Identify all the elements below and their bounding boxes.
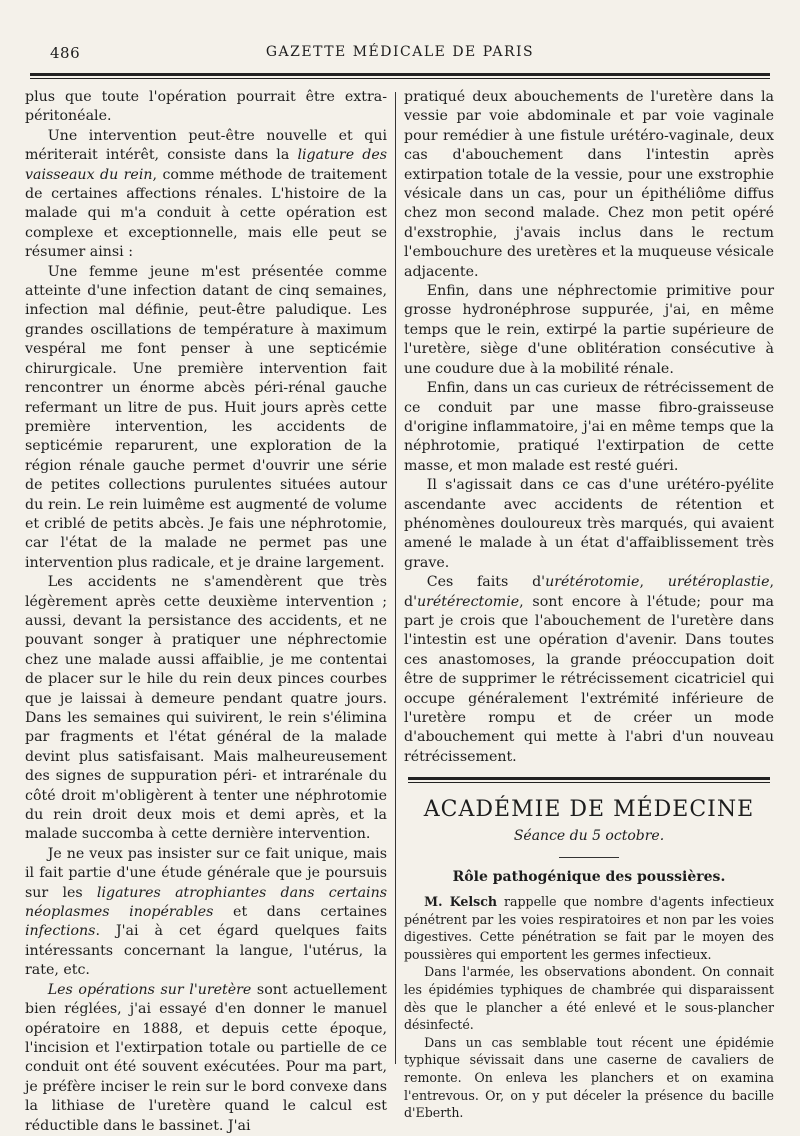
right-column [404, 88, 774, 1121]
speaker-name: M. Kelsch [424, 894, 498, 910]
running-title: GAZETTE MÉDICALE DE PARIS [265, 44, 535, 60]
session-date: Séance du 5 octobre. [513, 828, 665, 845]
header-double-rule [30, 73, 770, 79]
text-run: . J'ai à cet égard quelques faits intéressants concernant la langue, l'utérus, la rate, etc. [25, 923, 387, 979]
text-run: Je ne veux pas insister sur ce fait unique, mais il fait partie d'une étude générale que je poursuis sur les [25, 845, 387, 901]
left-column [25, 88, 387, 1134]
subsection-title: Rôle pathogénique des poussières. [452, 868, 726, 885]
text-run: , sont encore à l'étude; pour ma part je crois que l'abouchement de l'uretère dans l'intestin est une opération d'avenir. Dans toutes ces anastomoses, la grande préoccupation doit être de supprimer le rétrécissement cicatriciel qui occupe généralement l'extrémité inférieure de l'uretère rompu et de créer un mode d'abouchement qui mette à l'abri d'un nouveau rétrécissement. [404, 593, 774, 765]
section-title: ACADÉMIE DE MÉDECINE [423, 797, 755, 823]
right-paragraph-2: Enfin, dans une néphrectomie primitive pour grosse hydronéphrose suppurée, j'ai, en même temps que le rein, extirpé la partie supérieure de l'uretère, siège d'une oblitération consécutive à une coudure due à la mobilité rénale. [404, 283, 774, 377]
left-paragraph-4: Les accidents ne s'amendèrent que très légèrement après cette deuxième intervention ; aussi, devant la persistance des accidents, et ne pouvant songer à pratiquer une néphrectomie chez une malade aussi affaiblie, je me contentai de placer sur le hile du rein deux pinces courbes que je laissai à demeure pendant quatre jours. Dans les semaines qui suivirent, le rein s'élimina par fragments et l'état général de la malade devint plus satisfaisant. Mais malheureusement des signes de suppuration péri- et intrarénale du côté droit m'obligèrent à tenter une néphrotomie du rein droit deux mois et demi après, et la malade succomba à cette dernière intervention. [25, 574, 387, 843]
italic-term: urétéroplastie [667, 574, 770, 591]
academy-paragraph-1 [404, 893, 774, 963]
text-run: , [639, 574, 668, 591]
academy-report [404, 893, 774, 1122]
text-run: sont actuellement bien réglées, j'ai essayé d'en donner le manuel opératoire en 1888, et depuis cette époque, l'incision et l'extirpation totale ou partielle de ce conduit ont été souvent exécutées. Pour ma part, je préfère inciser le rein sur le bord convexe dans la lithiase de l'uretère quand le calcul est réductible dans le bassinet. J'ai [25, 981, 387, 1134]
short-rule [559, 857, 619, 858]
left-paragraph-2 [25, 127, 387, 263]
left-paragraph-5 [25, 845, 387, 981]
italic-term: Les opérations sur l'uretère [47, 981, 252, 998]
italic-term: urétérectomie [416, 593, 520, 610]
right-paragraph-3: Enfin, dans un cas curieux de rétrécissement de ce conduit par une masse fibro-graisseuse d'origine inflammatoire, j'ai en même temps que la néphrotomie, pratiqué l'extirpation de cette masse, et mon malade est resté guéri. [404, 380, 774, 474]
section-double-rule [408, 777, 770, 783]
right-paragraph-5 [404, 573, 774, 767]
text-run: rappelle que nombre d'agents infectieux pénétrent par les voies respiratoires et non par les voies digestives. Cette pénétration se fait par le moyen des poussières qui emportent les germes infectieux. [404, 894, 774, 962]
page-number: 486 [50, 44, 81, 62]
left-paragraph-3: Une femme jeune m'est présentée comme atteinte d'une infection datant de cinq semaines, infection mal définie, peut-être paludique. Les grandes oscillations de température à maximum vespéral me font penser à une septicémie chirurgicale. Une première intervention fait rencontrer un énorme abcès péri-rénal gauche refermant un litre de pus. Huit jours après cette première intervention, les accidents de septicémie reparurent, une exploration de la région rénale gauche permet d'ouvrir une série de petites collections purulentes situées autour du rein. Le rein luimême est augmenté de volume et criblé de petits abcès. Je fais une néphrotomie, car l'état de la malade ne permet pas une intervention plus radicale, et je draine largement. [25, 263, 387, 571]
page-header [30, 40, 770, 66]
academy-paragraph-2: Dans l'armée, les observations abondent. On connait les épidémies typhiques de chambrée qui disparaissent dès que le plancher a été enlevé et le sous-plancher désinfecté. [404, 964, 774, 1033]
italic-term: ligatures atrophiantes dans certains néoplasmes inopérables [25, 884, 387, 921]
text-run: , d' [404, 574, 774, 610]
italic-term: urétérotomie [545, 574, 640, 591]
academy-paragraph-3: Dans un cas semblable tout récent une épidémie typhique sévissait dans une caserne de cavaliers de remonte. On enleva les planchers et on examina l'entrevous. Or, on y put déceler la présence du bacille d'Eberth. [404, 1034, 774, 1121]
text-run: Ces faits d' [426, 574, 546, 591]
text-run: et dans certaines [213, 904, 387, 921]
right-paragraph-1: pratiqué deux abouchements de l'uretère dans la vessie par voie abdominale et par voie vaginale pour remédier à une fistule urétéro-vaginale, deux cas d'abouchement dans l'intestin après extirpation totale de la vessie, pour une exstrophie vésicale dans un cas, pour un épithéliôme diffus chez mon second malade. Chez mon petit opéré d'exstrophie, j'avais inclus dans le rectum l'embouchure des uretères et la muqueuse vésicale adjacente. [404, 89, 774, 280]
italic-term: ligature des vaisseaux du rein [25, 147, 387, 183]
text-run: Une intervention peut-être nouvelle et qui mériterait intérêt, consiste dans la [25, 127, 387, 164]
left-paragraph-1: plus que toute l'opération pourrait être extra-péritonéale. [25, 89, 387, 125]
left-paragraph-6 [25, 981, 387, 1136]
column-divider [395, 92, 396, 1064]
italic-term: infections [25, 923, 96, 940]
right-paragraph-4: Il s'agissait dans ce cas d'une urétéro-pyélite ascendante avec accidents de rétention et phénomènes douloureux très marqués, qui avaient amené le malade à un état d'affaiblissement très grave. [404, 477, 774, 571]
text-run: , comme méthode de traitement de certaines affections rénales. L'histoire de la malade qui m'a conduit à cette opération est complexe et exceptionnelle, mais elle peut se résumer ainsi : [25, 166, 387, 261]
